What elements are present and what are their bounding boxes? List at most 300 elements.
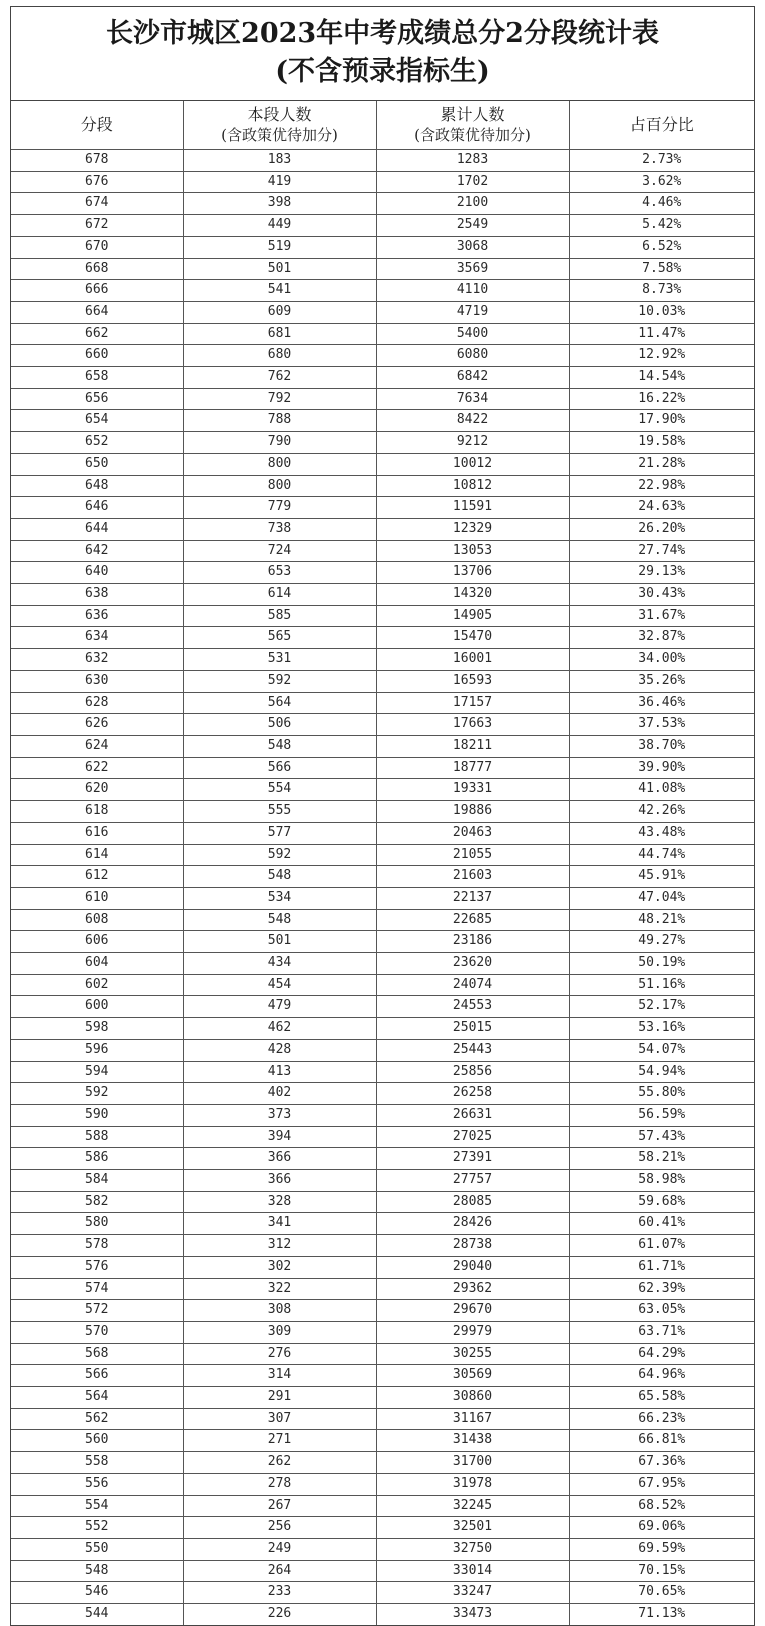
table-row [11, 1365, 754, 1387]
segment-count-cell: 564 [183, 692, 376, 714]
percentage-cell: 10.03% [569, 301, 754, 323]
percentage-cell: 70.15% [569, 1560, 754, 1582]
cumulative-count-cell: 9212 [376, 432, 569, 454]
segment-cell: 660 [11, 345, 183, 367]
percentage-cell: 19.58% [569, 432, 754, 454]
table-row [11, 171, 754, 193]
segment-count-cell: 788 [183, 410, 376, 432]
table-row [11, 844, 754, 866]
cumulative-count-cell: 27025 [376, 1126, 569, 1148]
cumulative-count-cell: 28085 [376, 1191, 569, 1213]
percentage-cell: 62.39% [569, 1278, 754, 1300]
segment-count-cell: 554 [183, 779, 376, 801]
percentage-cell: 67.95% [569, 1473, 754, 1495]
cumulative-count-cell: 27757 [376, 1170, 569, 1192]
segment-count-cell: 276 [183, 1343, 376, 1365]
percentage-cell: 61.71% [569, 1256, 754, 1278]
table-row [11, 1321, 754, 1343]
segment-cell: 656 [11, 388, 183, 410]
cumulative-count-cell: 13706 [376, 562, 569, 584]
table-row [11, 1452, 754, 1474]
table-row [11, 562, 754, 584]
segment-count-cell: 548 [183, 909, 376, 931]
percentage-cell: 5.42% [569, 215, 754, 237]
table-row [11, 996, 754, 1018]
segment-count-cell: 402 [183, 1083, 376, 1105]
segment-cell: 558 [11, 1452, 183, 1474]
cumulative-count-cell: 32501 [376, 1517, 569, 1539]
table-row [11, 215, 754, 237]
header-cumulative-count-note: (含政策优待加分) [414, 126, 531, 144]
table-row [11, 258, 754, 280]
percentage-cell: 71.13% [569, 1604, 754, 1625]
table-row [11, 692, 754, 714]
table-row [11, 974, 754, 996]
segment-count-cell: 419 [183, 171, 376, 193]
segment-count-cell: 394 [183, 1126, 376, 1148]
segment-count-cell: 800 [183, 453, 376, 475]
percentage-cell: 39.90% [569, 757, 754, 779]
cumulative-count-cell: 15470 [376, 627, 569, 649]
table-row [11, 1473, 754, 1495]
cumulative-count-cell: 20463 [376, 822, 569, 844]
segment-count-cell: 233 [183, 1582, 376, 1604]
segment-count-cell: 519 [183, 236, 376, 258]
segment-cell: 662 [11, 323, 183, 345]
table-row [11, 301, 754, 323]
segment-cell: 570 [11, 1321, 183, 1343]
segment-count-cell: 724 [183, 540, 376, 562]
table-row [11, 1083, 754, 1105]
cumulative-count-cell: 31978 [376, 1473, 569, 1495]
cumulative-count-cell: 32245 [376, 1495, 569, 1517]
cumulative-count-cell: 22137 [376, 887, 569, 909]
segment-cell: 556 [11, 1473, 183, 1495]
cumulative-count-cell: 24074 [376, 974, 569, 996]
percentage-cell: 38.70% [569, 735, 754, 757]
segment-cell: 562 [11, 1408, 183, 1430]
segment-count-cell: 779 [183, 497, 376, 519]
table-row [11, 1170, 754, 1192]
percentage-cell: 55.80% [569, 1083, 754, 1105]
segment-cell: 614 [11, 844, 183, 866]
header-cumulative-count [376, 101, 569, 150]
cumulative-count-cell: 19331 [376, 779, 569, 801]
segment-cell: 668 [11, 258, 183, 280]
cumulative-count-cell: 31167 [376, 1408, 569, 1430]
table-row [11, 1061, 754, 1083]
segment-cell: 612 [11, 866, 183, 888]
percentage-cell: 29.13% [569, 562, 754, 584]
percentage-cell: 60.41% [569, 1213, 754, 1235]
percentage-cell: 32.87% [569, 627, 754, 649]
percentage-cell: 66.81% [569, 1430, 754, 1452]
percentage-cell: 34.00% [569, 649, 754, 671]
cumulative-count-cell: 12329 [376, 518, 569, 540]
cumulative-count-cell: 7634 [376, 388, 569, 410]
percentage-cell: 58.98% [569, 1170, 754, 1192]
score-distribution-table [11, 101, 754, 1625]
percentage-cell: 11.47% [569, 323, 754, 345]
percentage-cell: 70.65% [569, 1582, 754, 1604]
percentage-cell: 6.52% [569, 236, 754, 258]
table-row [11, 1495, 754, 1517]
segment-count-cell: 271 [183, 1430, 376, 1452]
segment-cell: 646 [11, 497, 183, 519]
percentage-cell: 65.58% [569, 1387, 754, 1409]
segment-cell: 674 [11, 193, 183, 215]
table-row [11, 1191, 754, 1213]
segment-cell: 638 [11, 584, 183, 606]
segment-count-cell: 398 [183, 193, 376, 215]
percentage-cell: 49.27% [569, 931, 754, 953]
cumulative-count-cell: 13053 [376, 540, 569, 562]
segment-count-cell: 314 [183, 1365, 376, 1387]
segment-count-cell: 738 [183, 518, 376, 540]
table-row [11, 887, 754, 909]
table-row [11, 150, 754, 172]
cumulative-count-cell: 1702 [376, 171, 569, 193]
segment-cell: 586 [11, 1148, 183, 1170]
percentage-cell: 45.91% [569, 866, 754, 888]
segment-count-cell: 262 [183, 1452, 376, 1474]
table-row [11, 367, 754, 389]
segment-cell: 644 [11, 518, 183, 540]
segment-cell: 584 [11, 1170, 183, 1192]
cumulative-count-cell: 30860 [376, 1387, 569, 1409]
cumulative-count-cell: 3569 [376, 258, 569, 280]
table-row [11, 1148, 754, 1170]
segment-cell: 654 [11, 410, 183, 432]
cumulative-count-cell: 29979 [376, 1321, 569, 1343]
table-row [11, 345, 754, 367]
segment-count-cell: 322 [183, 1278, 376, 1300]
percentage-cell: 51.16% [569, 974, 754, 996]
table-row [11, 1039, 754, 1061]
segment-cell: 552 [11, 1517, 183, 1539]
percentage-cell: 64.96% [569, 1365, 754, 1387]
segment-cell: 574 [11, 1278, 183, 1300]
percentage-cell: 66.23% [569, 1408, 754, 1430]
percentage-cell: 52.17% [569, 996, 754, 1018]
cumulative-count-cell: 28426 [376, 1213, 569, 1235]
cumulative-count-cell: 29040 [376, 1256, 569, 1278]
segment-cell: 546 [11, 1582, 183, 1604]
percentage-cell: 54.94% [569, 1061, 754, 1083]
percentage-cell: 8.73% [569, 280, 754, 302]
header-cumulative-count-label: 累计人数 [440, 105, 505, 124]
table-row [11, 1213, 754, 1235]
segment-cell: 564 [11, 1387, 183, 1409]
segment-cell: 634 [11, 627, 183, 649]
cumulative-count-cell: 4719 [376, 301, 569, 323]
cumulative-count-cell: 28738 [376, 1235, 569, 1257]
percentage-cell: 42.26% [569, 801, 754, 823]
segment-count-cell: 534 [183, 887, 376, 909]
percentage-cell: 67.36% [569, 1452, 754, 1474]
percentage-cell: 43.48% [569, 822, 754, 844]
cumulative-count-cell: 10012 [376, 453, 569, 475]
cumulative-count-cell: 6080 [376, 345, 569, 367]
table-body [11, 150, 754, 1625]
percentage-cell: 17.90% [569, 410, 754, 432]
table-row [11, 953, 754, 975]
cumulative-count-cell: 32750 [376, 1539, 569, 1561]
percentage-cell: 58.21% [569, 1148, 754, 1170]
table-row [11, 323, 754, 345]
segment-cell: 590 [11, 1104, 183, 1126]
percentage-cell: 24.63% [569, 497, 754, 519]
table-row [11, 1343, 754, 1365]
segment-cell: 566 [11, 1365, 183, 1387]
table-row [11, 735, 754, 757]
segment-count-cell: 308 [183, 1300, 376, 1322]
table-row [11, 540, 754, 562]
segment-count-cell: 302 [183, 1256, 376, 1278]
cumulative-count-cell: 33247 [376, 1582, 569, 1604]
table-row [11, 1560, 754, 1582]
segment-count-cell: 291 [183, 1387, 376, 1409]
percentage-cell: 59.68% [569, 1191, 754, 1213]
percentage-cell: 68.52% [569, 1495, 754, 1517]
segment-count-cell: 681 [183, 323, 376, 345]
segment-count-cell: 680 [183, 345, 376, 367]
percentage-cell: 21.28% [569, 453, 754, 475]
table-row [11, 1539, 754, 1561]
segment-cell: 550 [11, 1539, 183, 1561]
segment-cell: 604 [11, 953, 183, 975]
segment-count-cell: 762 [183, 367, 376, 389]
segment-cell: 598 [11, 1018, 183, 1040]
segment-count-cell: 792 [183, 388, 376, 410]
cumulative-count-cell: 25856 [376, 1061, 569, 1083]
segment-count-cell: 267 [183, 1495, 376, 1517]
segment-count-cell: 226 [183, 1604, 376, 1625]
segment-count-cell: 373 [183, 1104, 376, 1126]
cumulative-count-cell: 29670 [376, 1300, 569, 1322]
table-row [11, 475, 754, 497]
segment-cell: 624 [11, 735, 183, 757]
segment-count-cell: 256 [183, 1517, 376, 1539]
table-row [11, 801, 754, 823]
percentage-cell: 69.06% [569, 1517, 754, 1539]
table-row [11, 518, 754, 540]
segment-cell: 652 [11, 432, 183, 454]
table-row [11, 649, 754, 671]
segment-cell: 632 [11, 649, 183, 671]
segment-count-cell: 366 [183, 1170, 376, 1192]
segment-count-cell: 614 [183, 584, 376, 606]
table-row [11, 1430, 754, 1452]
segment-cell: 626 [11, 714, 183, 736]
header-segment-label: 分段 [80, 115, 113, 134]
cumulative-count-cell: 14905 [376, 605, 569, 627]
segment-cell: 578 [11, 1235, 183, 1257]
segment-cell: 554 [11, 1495, 183, 1517]
segment-count-cell: 548 [183, 866, 376, 888]
cumulative-count-cell: 17663 [376, 714, 569, 736]
cumulative-count-cell: 19886 [376, 801, 569, 823]
table-row [11, 757, 754, 779]
cumulative-count-cell: 21055 [376, 844, 569, 866]
segment-cell: 658 [11, 367, 183, 389]
segment-count-cell: 531 [183, 649, 376, 671]
percentage-cell: 3.62% [569, 171, 754, 193]
percentage-cell: 64.29% [569, 1343, 754, 1365]
table-row [11, 909, 754, 931]
percentage-cell: 12.92% [569, 345, 754, 367]
table-row [11, 931, 754, 953]
table-row [11, 1126, 754, 1148]
segment-count-cell: 609 [183, 301, 376, 323]
segment-count-cell: 366 [183, 1148, 376, 1170]
cumulative-count-cell: 33473 [376, 1604, 569, 1625]
cumulative-count-cell: 11591 [376, 497, 569, 519]
percentage-cell: 50.19% [569, 953, 754, 975]
percentage-cell: 48.21% [569, 909, 754, 931]
table-row [11, 1604, 754, 1625]
segment-cell: 676 [11, 171, 183, 193]
segment-count-cell: 312 [183, 1235, 376, 1257]
segment-count-cell: 462 [183, 1018, 376, 1040]
segment-cell: 544 [11, 1604, 183, 1625]
table-row [11, 1256, 754, 1278]
percentage-cell: 37.53% [569, 714, 754, 736]
table-title [11, 7, 754, 101]
cumulative-count-cell: 30255 [376, 1343, 569, 1365]
cumulative-count-cell: 10812 [376, 475, 569, 497]
segment-cell: 576 [11, 1256, 183, 1278]
segment-cell: 548 [11, 1560, 183, 1582]
table-row [11, 388, 754, 410]
cumulative-count-cell: 30569 [376, 1365, 569, 1387]
segment-count-cell: 449 [183, 215, 376, 237]
segment-cell: 630 [11, 670, 183, 692]
segment-count-cell: 541 [183, 280, 376, 302]
segment-count-cell: 328 [183, 1191, 376, 1213]
segment-count-cell: 434 [183, 953, 376, 975]
cumulative-count-cell: 24553 [376, 996, 569, 1018]
percentage-cell: 16.22% [569, 388, 754, 410]
percentage-cell: 2.73% [569, 150, 754, 172]
segment-count-cell: 790 [183, 432, 376, 454]
segment-count-cell: 501 [183, 258, 376, 280]
cumulative-count-cell: 4110 [376, 280, 569, 302]
segment-cell: 642 [11, 540, 183, 562]
percentage-cell: 26.20% [569, 518, 754, 540]
cumulative-count-cell: 31438 [376, 1430, 569, 1452]
segment-count-cell: 278 [183, 1473, 376, 1495]
percentage-cell: 54.07% [569, 1039, 754, 1061]
cumulative-count-cell: 29362 [376, 1278, 569, 1300]
cumulative-count-cell: 26258 [376, 1083, 569, 1105]
segment-count-cell: 555 [183, 801, 376, 823]
table-row [11, 1582, 754, 1604]
segment-cell: 616 [11, 822, 183, 844]
segment-cell: 620 [11, 779, 183, 801]
segment-count-cell: 501 [183, 931, 376, 953]
table-row [11, 1300, 754, 1322]
table-row [11, 1387, 754, 1409]
percentage-cell: 31.67% [569, 605, 754, 627]
cumulative-count-cell: 21603 [376, 866, 569, 888]
segment-cell: 678 [11, 150, 183, 172]
cumulative-count-cell: 25443 [376, 1039, 569, 1061]
table-row [11, 627, 754, 649]
cumulative-count-cell: 18777 [376, 757, 569, 779]
segment-cell: 670 [11, 236, 183, 258]
table-row [11, 1278, 754, 1300]
percentage-cell: 27.74% [569, 540, 754, 562]
segment-cell: 640 [11, 562, 183, 584]
cumulative-count-cell: 17157 [376, 692, 569, 714]
segment-cell: 648 [11, 475, 183, 497]
table-row [11, 1517, 754, 1539]
table-row [11, 453, 754, 475]
title-line-sub: (不含预录指标生) [275, 56, 490, 87]
percentage-cell: 56.59% [569, 1104, 754, 1126]
segment-cell: 636 [11, 605, 183, 627]
percentage-cell: 44.74% [569, 844, 754, 866]
segment-count-cell: 183 [183, 150, 376, 172]
segment-cell: 592 [11, 1083, 183, 1105]
segment-count-cell: 341 [183, 1213, 376, 1235]
segment-cell: 572 [11, 1300, 183, 1322]
cumulative-count-cell: 26631 [376, 1104, 569, 1126]
segment-cell: 666 [11, 280, 183, 302]
segment-count-cell: 592 [183, 670, 376, 692]
cumulative-count-cell: 33014 [376, 1560, 569, 1582]
cumulative-count-cell: 23186 [376, 931, 569, 953]
segment-count-cell: 800 [183, 475, 376, 497]
segment-count-cell: 592 [183, 844, 376, 866]
percentage-cell: 4.46% [569, 193, 754, 215]
cumulative-count-cell: 16001 [376, 649, 569, 671]
segment-count-cell: 479 [183, 996, 376, 1018]
segment-cell: 628 [11, 692, 183, 714]
table-row [11, 714, 754, 736]
segment-cell: 618 [11, 801, 183, 823]
cumulative-count-cell: 31700 [376, 1452, 569, 1474]
segment-count-cell: 506 [183, 714, 376, 736]
cumulative-count-cell: 22685 [376, 909, 569, 931]
table-row [11, 1104, 754, 1126]
segment-cell: 582 [11, 1191, 183, 1213]
header-segment-count-note: (含政策优待加分) [221, 126, 338, 144]
percentage-cell: 14.54% [569, 367, 754, 389]
segment-cell: 602 [11, 974, 183, 996]
segment-count-cell: 585 [183, 605, 376, 627]
segment-count-cell: 309 [183, 1321, 376, 1343]
segment-count-cell: 307 [183, 1408, 376, 1430]
cumulative-count-cell: 2549 [376, 215, 569, 237]
score-statistics-sheet [10, 6, 755, 1626]
percentage-cell: 53.16% [569, 1018, 754, 1040]
cumulative-count-cell: 6842 [376, 367, 569, 389]
table-row [11, 410, 754, 432]
header-percentage-label: 占百分比 [629, 115, 694, 134]
segment-cell: 596 [11, 1039, 183, 1061]
table-row [11, 1408, 754, 1430]
percentage-cell: 69.59% [569, 1539, 754, 1561]
segment-cell: 622 [11, 757, 183, 779]
cumulative-count-cell: 23620 [376, 953, 569, 975]
percentage-cell: 63.71% [569, 1321, 754, 1343]
table-row [11, 193, 754, 215]
segment-cell: 560 [11, 1430, 183, 1452]
segment-cell: 606 [11, 931, 183, 953]
table-row [11, 605, 754, 627]
